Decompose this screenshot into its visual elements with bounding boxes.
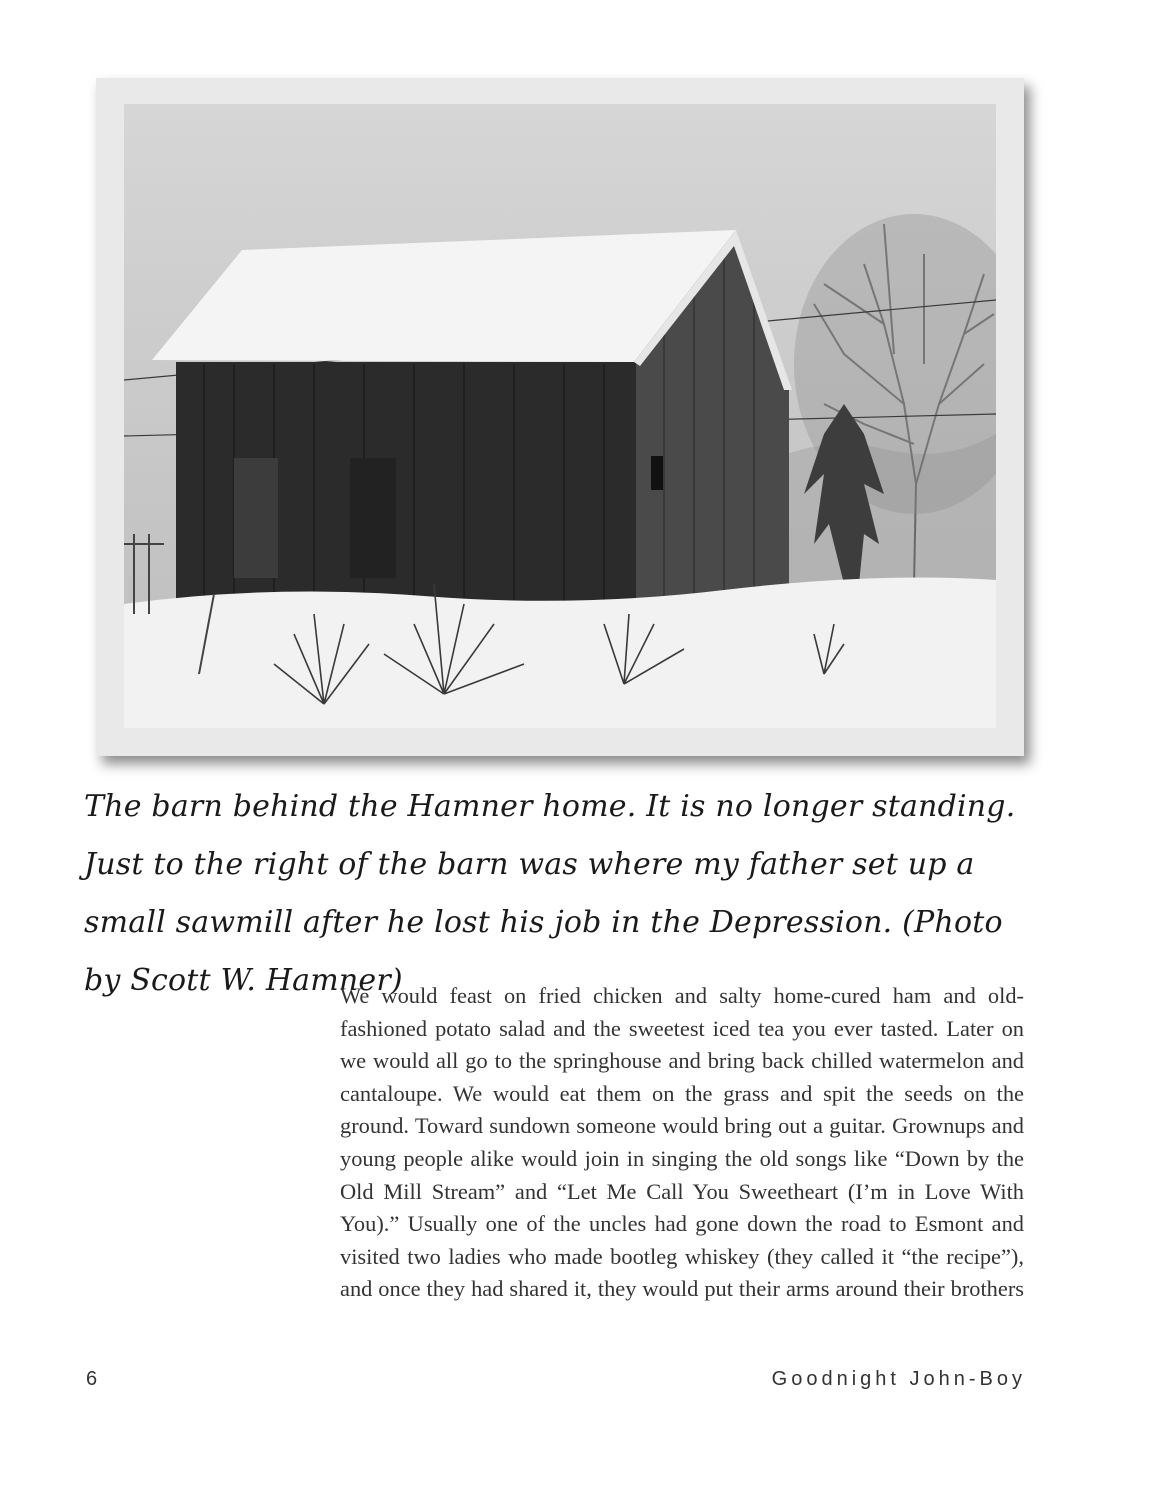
running-title: Goodnight John-Boy bbox=[771, 1368, 1026, 1390]
barn-photo bbox=[124, 104, 996, 728]
photo-caption: The barn behind the Hamner home. It is no longer standing. Just to the right of the barn was where my father set up a small sawmill after he lost his job in the Depression. (Photo by Scott W. Hamner) bbox=[84, 789, 1016, 998]
barn-window bbox=[651, 456, 663, 490]
photo-frame bbox=[96, 78, 1024, 756]
barn-door-left bbox=[234, 458, 278, 578]
barn-photo-illustration bbox=[124, 104, 996, 728]
barn-door-center bbox=[350, 458, 396, 578]
page-number: 6 bbox=[86, 1368, 98, 1390]
body-paragraph: We would feast on fried chicken and salty home-cured ham and old-fashioned potato salad and the sweetest iced tea you ever tasted. Later on we would all go to the springhouse and bring back chilled watermelon and cantaloupe. We would eat them on the grass and spit the seeds on the ground. Toward sundown someone would bring out a guitar. Grownups and young people alike would join in singing the old songs like “Down by the Old Mill Stream” and “Let Me Call You Sweetheart (I’m in Love With You).” Usually one of the uncles had gone down the road to Esmont and visited two ladies who made bootleg whiskey (they called it “the recipe”), and once they had shared it, they would put their arms around their brothers bbox=[340, 983, 1024, 1302]
